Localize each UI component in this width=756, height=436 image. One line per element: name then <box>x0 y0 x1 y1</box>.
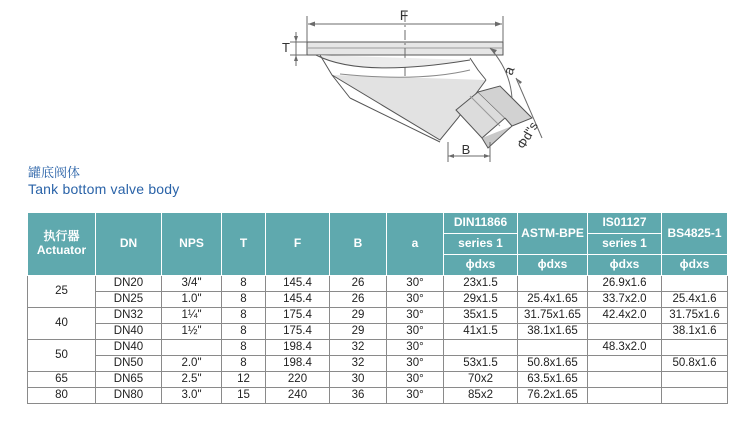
cell-t: 8 <box>222 340 266 356</box>
cell-dn: DN65 <box>96 372 162 388</box>
cell-iso: 42.4x2.0 <box>588 308 662 324</box>
cell-din: 29x1.5 <box>444 292 518 308</box>
cell-din: 70x2 <box>444 372 518 388</box>
spec-table <box>27 212 728 404</box>
table-row <box>28 372 728 388</box>
header-actuator-en: Actuator <box>36 243 87 257</box>
dim-d-label: Φd"s <box>513 119 541 152</box>
cell-t: 8 <box>222 276 266 292</box>
cell-dn: DN20 <box>96 276 162 292</box>
cell-bs <box>662 372 728 388</box>
cell-actuator: 50 <box>28 340 96 372</box>
cell-actuator: 25 <box>28 276 96 308</box>
cell-astm: 63.5x1.65 <box>518 372 588 388</box>
cell-astm <box>518 340 588 356</box>
header-f: F <box>266 213 330 276</box>
cell-iso <box>588 324 662 340</box>
cell-nps: 1¼" <box>162 308 222 324</box>
cell-bs: 38.1x1.6 <box>662 324 728 340</box>
header-dn: DN <box>96 213 162 276</box>
header-actuator-cn: 执行器 <box>43 229 80 244</box>
cell-f: 175.4 <box>266 324 330 340</box>
cell-bs <box>662 388 728 404</box>
header-b: B <box>330 213 387 276</box>
cell-iso: 26.9x1.6 <box>588 276 662 292</box>
cell-t: 8 <box>222 324 266 340</box>
cell-bs <box>662 276 728 292</box>
dim-f-label: F <box>399 7 409 23</box>
header-din: DIN11866 <box>444 213 518 234</box>
cell-nps: 3/4" <box>162 276 222 292</box>
caption-english: Tank bottom valve body <box>28 181 180 197</box>
header-actuator <box>28 213 96 276</box>
header-a: a <box>387 213 444 276</box>
cell-dn: DN80 <box>96 388 162 404</box>
cell-b: 32 <box>330 340 387 356</box>
cell-a: 30° <box>387 276 444 292</box>
cell-f: 198.4 <box>266 356 330 372</box>
header-astm: ASTM-BPE <box>518 213 588 255</box>
table-row <box>28 292 728 308</box>
cell-nps <box>162 340 222 356</box>
cell-astm: 31.75x1.65 <box>518 308 588 324</box>
cell-astm: 38.1x1.65 <box>518 324 588 340</box>
cell-f: 240 <box>266 388 330 404</box>
table-row <box>28 324 728 340</box>
cell-din: 41x1.5 <box>444 324 518 340</box>
dim-a-label: a <box>499 64 518 78</box>
cell-a: 30° <box>387 308 444 324</box>
cell-din: 85x2 <box>444 388 518 404</box>
dim-t-label: T <box>282 40 290 55</box>
cell-iso <box>588 356 662 372</box>
cell-dn: DN40 <box>96 324 162 340</box>
spec-table-header <box>28 213 728 276</box>
cell-f: 220 <box>266 372 330 388</box>
cell-f: 198.4 <box>266 340 330 356</box>
caption-chinese: 罐底阀体 <box>28 165 81 180</box>
cell-astm: 76.2x1.65 <box>518 388 588 404</box>
header-iso-series: series 1 <box>588 234 662 255</box>
cell-actuator: 80 <box>28 388 96 404</box>
cell-din: 35x1.5 <box>444 308 518 324</box>
cell-a: 30° <box>387 324 444 340</box>
cell-t: 8 <box>222 308 266 324</box>
cell-iso: 33.7x2.0 <box>588 292 662 308</box>
cell-b: 32 <box>330 356 387 372</box>
cell-a: 30° <box>387 356 444 372</box>
header-iso: IS01127 <box>588 213 662 234</box>
cell-a: 30° <box>387 388 444 404</box>
cell-f: 145.4 <box>266 292 330 308</box>
cell-nps: 1.0" <box>162 292 222 308</box>
cell-astm <box>518 276 588 292</box>
dim-b-label: B <box>461 142 471 157</box>
cell-din: 53x1.5 <box>444 356 518 372</box>
cell-b: 30 <box>330 372 387 388</box>
cell-a: 30° <box>387 340 444 356</box>
header-dxs-bs: ϕdxs <box>662 255 728 276</box>
cell-din <box>444 340 518 356</box>
cell-b: 29 <box>330 324 387 340</box>
cell-nps: 2.0" <box>162 356 222 372</box>
cell-dn: DN32 <box>96 308 162 324</box>
spec-table-body <box>28 276 728 404</box>
header-din-series: series 1 <box>444 234 518 255</box>
table-row <box>28 340 728 356</box>
cell-t: 15 <box>222 388 266 404</box>
cell-actuator: 40 <box>28 308 96 340</box>
cell-dn: DN25 <box>96 292 162 308</box>
cell-bs: 31.75x1.6 <box>662 308 728 324</box>
cell-bs <box>662 340 728 356</box>
cell-nps: 1½" <box>162 324 222 340</box>
table-row <box>28 276 728 292</box>
cell-iso <box>588 372 662 388</box>
header-dxs-iso: ϕdxs <box>588 255 662 276</box>
header-bs: BS4825-1 <box>662 213 728 255</box>
cell-f: 145.4 <box>266 276 330 292</box>
table-row <box>28 308 728 324</box>
cell-f: 175.4 <box>266 308 330 324</box>
cell-b: 26 <box>330 276 387 292</box>
cell-a: 30° <box>387 292 444 308</box>
table-row <box>28 356 728 372</box>
cell-a: 30° <box>387 372 444 388</box>
header-dxs-astm: ϕdxs <box>518 255 588 276</box>
cell-astm: 25.4x1.65 <box>518 292 588 308</box>
cell-t: 8 <box>222 356 266 372</box>
cell-din: 23x1.5 <box>444 276 518 292</box>
header-t: T <box>222 213 266 276</box>
cell-nps: 3.0" <box>162 388 222 404</box>
header-nps: NPS <box>162 213 222 276</box>
cell-bs: 50.8x1.6 <box>662 356 728 372</box>
cell-b: 29 <box>330 308 387 324</box>
cell-astm: 50.8x1.65 <box>518 356 588 372</box>
cell-b: 36 <box>330 388 387 404</box>
cell-dn: DN40 <box>96 340 162 356</box>
cell-nps: 2.5" <box>162 372 222 388</box>
cell-t: 8 <box>222 292 266 308</box>
cell-t: 12 <box>222 372 266 388</box>
cell-iso <box>588 388 662 404</box>
cell-iso: 48.3x2.0 <box>588 340 662 356</box>
cell-dn: DN50 <box>96 356 162 372</box>
table-row <box>28 388 728 404</box>
cell-bs: 25.4x1.6 <box>662 292 728 308</box>
header-dxs-din: ϕdxs <box>444 255 518 276</box>
cell-actuator: 65 <box>28 372 96 388</box>
cell-b: 26 <box>330 292 387 308</box>
